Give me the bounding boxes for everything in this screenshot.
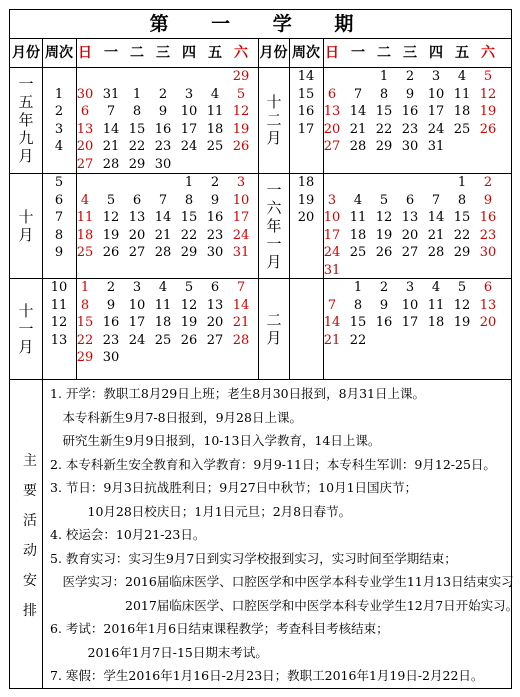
day-cell: 29 bbox=[453, 245, 471, 260]
day-cell: 11 bbox=[427, 297, 445, 313]
activities-label-char: 主 bbox=[23, 453, 37, 469]
day-cell: 29 bbox=[232, 69, 250, 84]
activity-line: 研究生新生9月9日报到，10-13日入学教育，14日上课。 bbox=[50, 433, 381, 448]
month-label-char: 十 bbox=[266, 93, 282, 111]
day-cell: 30 bbox=[102, 350, 120, 365]
month-label-char: 年 bbox=[266, 216, 282, 235]
week-number: 7 bbox=[54, 210, 64, 225]
day-cell: 3 bbox=[236, 175, 246, 190]
day-cell: 20 bbox=[323, 121, 341, 137]
day-cell: 16 bbox=[206, 210, 224, 225]
day-cell: 12 bbox=[102, 210, 120, 225]
day-cell: 3 bbox=[405, 280, 415, 295]
grid-hline bbox=[10, 379, 511, 380]
week-number: 13 bbox=[50, 332, 68, 348]
week-number: 4 bbox=[54, 139, 64, 154]
day-cell: 23 bbox=[401, 121, 419, 137]
header-day-right: 四 bbox=[429, 45, 443, 61]
day-cell: 5 bbox=[106, 192, 116, 208]
day-cell: 5 bbox=[379, 192, 389, 208]
day-cell: 15 bbox=[180, 210, 198, 225]
day-cell: 19 bbox=[180, 315, 198, 330]
header-divider bbox=[10, 67, 511, 68]
day-cell: 27 bbox=[401, 245, 419, 260]
day-cell: 7 bbox=[236, 280, 246, 295]
day-cell: 5 bbox=[236, 86, 246, 102]
day-cell: 9 bbox=[158, 104, 168, 119]
day-cell: 14 bbox=[102, 121, 120, 137]
day-cell: 1 bbox=[457, 175, 467, 190]
day-cell: 10 bbox=[427, 86, 445, 102]
day-cell: 29 bbox=[76, 350, 94, 365]
day-cell: 26 bbox=[102, 245, 120, 260]
day-cell: 31 bbox=[323, 262, 341, 278]
week-number: 1 bbox=[54, 86, 64, 102]
day-cell: 27 bbox=[76, 156, 94, 172]
page-title: 第 一 学 期 bbox=[10, 10, 511, 39]
day-cell: 29 bbox=[375, 139, 393, 154]
day-cell: 11 bbox=[206, 104, 224, 119]
header-day-right: 六 bbox=[481, 45, 495, 61]
grid-vline bbox=[42, 39, 43, 379]
day-cell: 6 bbox=[80, 104, 90, 119]
grid-vline bbox=[289, 39, 290, 379]
week-number: 16 bbox=[297, 104, 315, 119]
day-cell: 21 bbox=[349, 121, 367, 137]
day-cell: 23 bbox=[154, 139, 172, 154]
week-number: 5 bbox=[54, 175, 64, 190]
month-label-char: 月 bbox=[266, 328, 282, 347]
month-label-char: 二 bbox=[266, 310, 282, 329]
day-cell: 21 bbox=[232, 315, 250, 330]
day-cell: 24 bbox=[427, 121, 445, 137]
day-cell: 4 bbox=[353, 192, 363, 208]
day-cell: 18 bbox=[427, 315, 445, 330]
day-cell: 2 bbox=[106, 280, 116, 295]
day-cell: 6 bbox=[132, 192, 142, 208]
header-month-right: 月份 bbox=[259, 45, 288, 61]
day-cell: 30 bbox=[206, 245, 224, 260]
month-label-char: 十 bbox=[18, 207, 34, 226]
day-cell: 13 bbox=[128, 210, 146, 225]
day-cell: 19 bbox=[232, 121, 250, 137]
day-cell: 30 bbox=[479, 245, 497, 260]
month-label-char: 月 bbox=[18, 337, 34, 356]
day-cell: 26 bbox=[375, 245, 393, 260]
activities-label-char: 排 bbox=[23, 603, 37, 619]
day-cell: 30 bbox=[401, 139, 419, 154]
day-cell: 19 bbox=[102, 227, 120, 243]
day-cell: 28 bbox=[102, 156, 120, 172]
day-cell: 3 bbox=[184, 86, 194, 102]
day-cell: 12 bbox=[232, 104, 250, 119]
day-cell: 6 bbox=[210, 280, 220, 295]
month-label-char: 一 bbox=[266, 234, 282, 253]
month-label-char: 年 bbox=[18, 111, 34, 129]
header-week-right: 周次 bbox=[292, 45, 320, 61]
day-cell: 28 bbox=[154, 245, 172, 260]
day-cell: 19 bbox=[375, 227, 393, 243]
day-cell: 10 bbox=[401, 297, 419, 313]
header-day-left: 日 bbox=[78, 45, 92, 61]
day-cell: 3 bbox=[132, 280, 142, 295]
day-cell: 17 bbox=[401, 315, 419, 330]
day-cell: 16 bbox=[401, 104, 419, 119]
day-cell: 14 bbox=[323, 315, 341, 330]
day-cell: 9 bbox=[483, 192, 493, 208]
day-cell: 31 bbox=[102, 86, 120, 102]
week-number: 9 bbox=[54, 245, 64, 260]
day-cell: 10 bbox=[128, 297, 146, 313]
day-cell: 30 bbox=[76, 86, 94, 102]
day-cell: 17 bbox=[180, 121, 198, 137]
day-cell: 15 bbox=[76, 315, 94, 330]
day-cell: 2 bbox=[379, 280, 389, 295]
day-cell: 21 bbox=[427, 227, 445, 243]
day-cell: 22 bbox=[76, 332, 94, 348]
day-cell: 2 bbox=[210, 175, 220, 190]
activity-line: 7. 寒假：学生2016年1月16日-2月23日；教职工2016年1月19日-2月22日。 bbox=[50, 668, 484, 683]
header-day-right: 五 bbox=[455, 45, 469, 61]
day-cell: 8 bbox=[184, 192, 194, 208]
day-cell: 6 bbox=[483, 280, 493, 295]
month-label-char: 月 bbox=[266, 252, 282, 271]
header-month-left: 月份 bbox=[12, 45, 40, 61]
activity-line: 本专科新生9月7-8日报到，9月28日上课。 bbox=[50, 409, 302, 425]
header-day-right: 三 bbox=[403, 45, 417, 61]
day-cell: 14 bbox=[349, 104, 367, 119]
day-cell: 7 bbox=[327, 297, 337, 313]
day-cell: 27 bbox=[206, 332, 224, 348]
day-cell: 7 bbox=[353, 86, 363, 102]
month-label-char: 九 bbox=[18, 129, 34, 147]
day-cell: 22 bbox=[180, 227, 198, 243]
day-cell: 20 bbox=[76, 139, 94, 154]
day-cell: 2 bbox=[483, 175, 493, 190]
day-cell: 15 bbox=[375, 104, 393, 119]
week-number: 3 bbox=[54, 121, 64, 137]
activity-line: 2. 本专科新生安全教育和入学教育：9月9-11日；本专科生军训：9月12-25日。 bbox=[50, 456, 496, 472]
day-cell: 9 bbox=[405, 86, 415, 102]
month-label-char: 月 bbox=[18, 147, 34, 165]
week-number: 20 bbox=[297, 210, 315, 225]
day-cell: 19 bbox=[479, 104, 497, 119]
activity-line: 2016年1月7日-15日期末考试。 bbox=[50, 644, 268, 660]
header-day-left: 三 bbox=[156, 45, 170, 61]
day-cell: 22 bbox=[453, 227, 471, 243]
activity-line: 3. 节日：9月3日抗战胜利日；9月27日中秋节；10月1日国庆节； bbox=[50, 480, 418, 495]
month-label-char: 月 bbox=[18, 225, 34, 244]
day-cell: 12 bbox=[479, 86, 497, 102]
header-day-left: 二 bbox=[130, 45, 144, 61]
week-number: 2 bbox=[54, 104, 64, 119]
calendar-sheet bbox=[9, 9, 519, 689]
day-cell: 16 bbox=[154, 121, 172, 137]
week-number: 10 bbox=[50, 280, 68, 295]
day-cell: 17 bbox=[128, 315, 146, 330]
day-cell: 20 bbox=[401, 227, 419, 243]
activities-label-char: 活 bbox=[23, 513, 37, 529]
day-cell: 26 bbox=[180, 332, 198, 348]
day-cell: 1 bbox=[184, 175, 194, 190]
day-cell: 22 bbox=[375, 121, 393, 137]
day-cell: 11 bbox=[76, 210, 94, 225]
day-cell: 25 bbox=[76, 245, 94, 260]
day-cell: 7 bbox=[158, 192, 168, 208]
header-day-left: 一 bbox=[104, 45, 118, 61]
day-cell: 26 bbox=[479, 121, 497, 137]
day-cell: 26 bbox=[232, 139, 250, 154]
day-cell: 14 bbox=[232, 297, 250, 313]
day-cell: 29 bbox=[180, 245, 198, 260]
day-cell: 16 bbox=[102, 315, 120, 330]
day-cell: 3 bbox=[327, 192, 337, 208]
day-cell: 8 bbox=[132, 104, 142, 119]
week-number: 12 bbox=[50, 315, 68, 330]
day-cell: 11 bbox=[154, 297, 172, 313]
day-cell: 2 bbox=[158, 86, 168, 102]
day-cell: 21 bbox=[154, 227, 172, 243]
day-cell: 24 bbox=[128, 332, 146, 348]
day-cell: 22 bbox=[128, 139, 146, 154]
day-cell: 31 bbox=[232, 245, 250, 260]
grid-vline bbox=[42, 379, 43, 688]
day-cell: 3 bbox=[431, 69, 441, 84]
day-cell: 25 bbox=[206, 139, 224, 154]
day-cell: 17 bbox=[427, 104, 445, 119]
day-cell: 21 bbox=[102, 139, 120, 154]
day-cell: 9 bbox=[106, 297, 116, 313]
header-day-right: 一 bbox=[351, 45, 365, 61]
header-day-left: 四 bbox=[182, 45, 196, 61]
day-cell: 4 bbox=[80, 192, 90, 208]
header-day-left: 六 bbox=[234, 45, 248, 61]
grid-hline bbox=[10, 173, 511, 174]
day-cell: 13 bbox=[323, 104, 341, 119]
day-cell: 12 bbox=[453, 297, 471, 313]
day-cell: 9 bbox=[379, 297, 389, 313]
week-number: 19 bbox=[297, 192, 315, 208]
day-cell: 6 bbox=[327, 86, 337, 102]
day-cell: 24 bbox=[323, 245, 341, 260]
activities-label-char: 要 bbox=[23, 483, 37, 499]
week-number: 6 bbox=[54, 192, 64, 208]
day-cell: 13 bbox=[76, 121, 94, 137]
day-cell: 20 bbox=[206, 315, 224, 330]
day-cell: 23 bbox=[479, 227, 497, 243]
day-cell: 8 bbox=[80, 297, 90, 313]
week-number: 15 bbox=[297, 86, 315, 102]
day-cell: 18 bbox=[349, 227, 367, 243]
day-cell: 23 bbox=[206, 227, 224, 243]
week-number: 18 bbox=[297, 175, 315, 190]
day-cell: 13 bbox=[401, 210, 419, 225]
activities-label-char: 动 bbox=[23, 543, 37, 559]
day-cell: 28 bbox=[427, 245, 445, 260]
day-cell: 29 bbox=[128, 156, 146, 172]
day-cell: 1 bbox=[353, 280, 363, 295]
day-cell: 8 bbox=[457, 192, 467, 208]
month-label-char: 月 bbox=[266, 129, 282, 147]
day-cell: 5 bbox=[483, 69, 493, 84]
day-cell: 12 bbox=[375, 210, 393, 225]
day-cell: 28 bbox=[232, 332, 250, 348]
day-cell: 19 bbox=[453, 315, 471, 330]
day-cell: 8 bbox=[379, 86, 389, 102]
day-cell: 4 bbox=[431, 280, 441, 295]
day-cell: 1 bbox=[80, 280, 90, 295]
day-cell: 2 bbox=[405, 69, 415, 84]
activity-line: 1. 开学：教职工8月29日上班；老生8月30日报到，8月31日上课。 bbox=[50, 386, 425, 401]
day-cell: 4 bbox=[210, 86, 220, 102]
week-number: 8 bbox=[54, 227, 64, 243]
day-cell: 31 bbox=[427, 139, 445, 154]
day-cell: 20 bbox=[128, 227, 146, 243]
activity-line: 5. 教育实习：实习生9月7日到实习学校报到实习，实习时间至学期结束； bbox=[50, 550, 457, 566]
week-number: 17 bbox=[297, 121, 315, 137]
day-cell: 9 bbox=[210, 192, 220, 208]
day-cell: 10 bbox=[323, 210, 341, 225]
activity-line: 医学实习：2016届临床医学、口腔医学和中医学本科专业学生11月13日结束实习 bbox=[50, 574, 514, 589]
header-day-right: 二 bbox=[377, 45, 391, 61]
day-cell: 5 bbox=[184, 280, 194, 295]
day-cell: 24 bbox=[232, 227, 250, 243]
activity-line: 2017届临床医学、口腔医学和中医学本科专业学生12月7日开始实习。 bbox=[50, 597, 519, 613]
day-cell: 12 bbox=[180, 297, 198, 313]
day-cell: 17 bbox=[323, 227, 341, 243]
day-cell: 10 bbox=[180, 104, 198, 119]
activities-label-char: 安 bbox=[23, 573, 37, 589]
grid-hline bbox=[10, 278, 511, 279]
day-cell: 15 bbox=[349, 315, 367, 330]
day-cell: 22 bbox=[349, 332, 367, 348]
day-cell: 18 bbox=[154, 315, 172, 330]
day-cell: 8 bbox=[353, 297, 363, 313]
day-cell: 18 bbox=[206, 121, 224, 137]
day-cell: 25 bbox=[349, 245, 367, 260]
month-label-char: 一 bbox=[18, 319, 34, 338]
day-cell: 6 bbox=[405, 192, 415, 208]
day-cell: 16 bbox=[375, 315, 393, 330]
header-day-right: 日 bbox=[325, 45, 339, 61]
grid-vline bbox=[258, 39, 259, 379]
day-cell: 20 bbox=[479, 315, 497, 330]
day-cell: 14 bbox=[427, 210, 445, 225]
week-number: 14 bbox=[297, 69, 315, 84]
day-cell: 17 bbox=[232, 210, 250, 225]
day-cell: 13 bbox=[206, 297, 224, 313]
day-cell: 27 bbox=[323, 139, 341, 154]
month-label-char: 五 bbox=[18, 93, 34, 111]
day-cell: 15 bbox=[128, 121, 146, 137]
day-cell: 1 bbox=[132, 86, 142, 102]
week-number: 11 bbox=[50, 297, 68, 313]
day-cell: 21 bbox=[323, 332, 341, 348]
day-cell: 13 bbox=[479, 297, 497, 313]
month-label-char: 十 bbox=[18, 301, 34, 320]
day-cell: 11 bbox=[349, 210, 367, 225]
day-cell: 18 bbox=[453, 104, 471, 119]
day-cell: 15 bbox=[453, 210, 471, 225]
day-cell: 25 bbox=[453, 121, 471, 137]
month-label-char: 六 bbox=[266, 198, 282, 217]
day-cell: 23 bbox=[102, 332, 120, 348]
day-cell: 7 bbox=[431, 192, 441, 208]
month-label-char: 一 bbox=[18, 75, 34, 93]
activity-line: 10月28日校庆日；1月1日元旦；2月8日春节。 bbox=[50, 503, 352, 519]
day-cell: 11 bbox=[453, 86, 471, 102]
month-label-char: 二 bbox=[266, 111, 282, 129]
day-cell: 4 bbox=[158, 280, 168, 295]
header-day-left: 五 bbox=[208, 45, 222, 61]
month-label-char: 一 bbox=[266, 180, 282, 199]
day-cell: 10 bbox=[232, 192, 250, 208]
day-cell: 4 bbox=[457, 69, 467, 84]
day-cell: 5 bbox=[457, 280, 467, 295]
day-cell: 24 bbox=[180, 139, 198, 154]
day-cell: 18 bbox=[76, 227, 94, 243]
day-cell: 7 bbox=[106, 104, 116, 119]
day-cell: 28 bbox=[349, 139, 367, 154]
day-cell: 16 bbox=[479, 210, 497, 225]
day-cell: 1 bbox=[379, 69, 389, 84]
activity-line: 6. 考试：2016年1月6日结束课程教学；考查科目考核结束； bbox=[50, 621, 389, 636]
day-cell: 27 bbox=[128, 245, 146, 260]
day-cell: 14 bbox=[154, 210, 172, 225]
day-cell: 30 bbox=[154, 156, 172, 172]
day-cell: 25 bbox=[154, 332, 172, 348]
activity-line: 4. 校运会：10月21-23日。 bbox=[50, 527, 206, 542]
header-week-left: 周次 bbox=[45, 45, 73, 61]
